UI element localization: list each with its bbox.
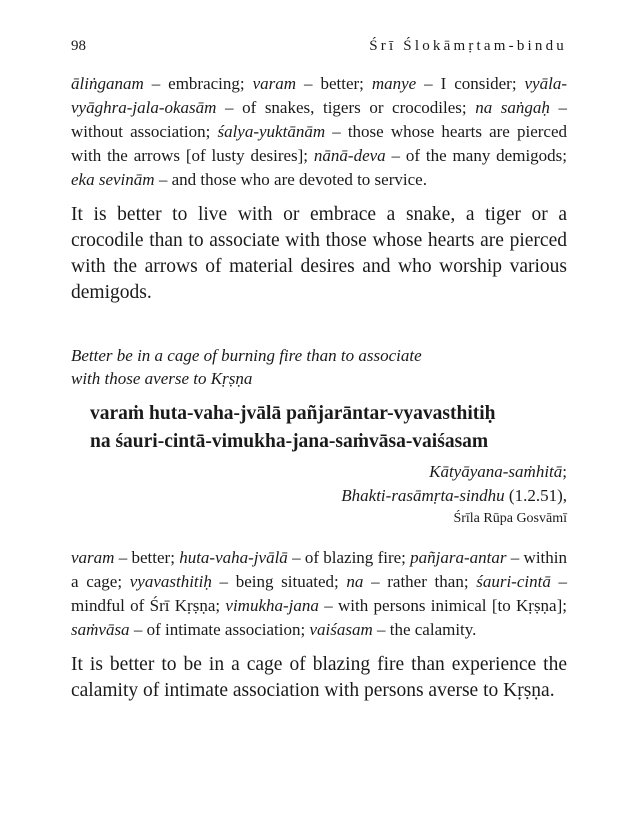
source-line: Bhakti-rasāmṛta-sindhu (1.2.51), [341,486,567,505]
gloss-meaning: – being situated; [211,572,347,591]
gloss-term: pañjara-antar [410,548,507,567]
page-header [71,38,567,60]
gloss-term: vaiśasam [309,620,373,639]
gloss-term: śauri-cintā [476,572,551,591]
gloss-meaning: – without association; [71,98,567,141]
gloss-meaning: – those whose hearts are pierced with the arrows [of lusty desires]; [71,122,567,165]
gloss-term: vyavasthitiḥ [129,572,212,591]
gloss-term: huta-vaha-jvālā [179,548,288,567]
gloss-term: vimukha-jana [225,596,319,615]
gloss-meaning: – and those who are devoted to service. [154,170,427,189]
gloss-meaning: – within a cage; [71,548,568,591]
gloss-term: nānā-deva [313,146,386,165]
gloss-meaning: – better; [296,74,372,93]
section-title [71,344,567,390]
sanskrit-verse [71,400,567,456]
gloss-term: varam [71,548,115,567]
verse-line: na śauri-cintā-vimukha-jana-saṁvāsa-vaiśasam [90,431,489,452]
gloss-meaning: – with persons inimical [to Kṛṣṇa]; [318,596,567,615]
gloss-term: āliṅganam [71,74,144,93]
verse-source [71,460,567,530]
gloss-meaning: – I consider; [416,74,525,93]
gloss-meaning: – of snakes, tigers or crocodiles; [216,98,476,117]
section-title-line: with those averse to Kṛṣṇa [71,369,253,388]
gloss-meaning: – the calamity. [372,620,477,639]
word-for-word-gloss [71,72,567,192]
page-number: 98 [71,38,86,54]
section-title-line: Better be in a cage of burning fire than to associate [71,346,422,365]
verse-line: varaṁ huta-vaha-jvālā pañjarāntar-vyavasthitiḥ [90,403,496,424]
gloss-meaning: – of the many demigods; [385,146,568,165]
gloss-term: vyāla-vyāghra-jala-okasām [71,74,567,117]
translation-paragraph: It is better to live with or embrace a snake, a tiger or a crocodile than to associate with those whose hearts are pierced with the arrows of material desires and who worship various demigods. [71,204,567,303]
gloss-term: varam [252,74,297,93]
word-for-word-gloss [71,546,567,642]
gloss-meaning: – embracing; [143,74,253,93]
source-line: Kātyāyana-saṁhitā; [429,462,567,481]
translation-paragraph: It is better to be in a cage of blazing fire than experience the calamity of intimate association with persons averse to Kṛṣṇa. [71,654,567,701]
gloss-meaning: – of blazing fire; [287,548,411,567]
running-title: Śrī Ślokāmṛtam-bindu [369,38,567,54]
gloss-meaning: – mindful of Śrī Kṛṣṇa; [71,572,567,615]
gloss-term: śalya-yuktānām [217,122,326,141]
gloss-term: na [346,572,364,591]
gloss-meaning: – rather than; [363,572,477,591]
source-author: Śrīla Rūpa Gosvāmī [453,511,567,526]
gloss-term: manye [371,74,417,93]
gloss-term: na saṅgaḥ [475,98,550,117]
book-page [71,38,567,704]
gloss-meaning: – of intimate association; [129,620,310,639]
gloss-term: saṁvāsa [71,620,130,639]
gloss-meaning: – better; [114,548,180,567]
gloss-term: eka sevinām [71,170,155,189]
